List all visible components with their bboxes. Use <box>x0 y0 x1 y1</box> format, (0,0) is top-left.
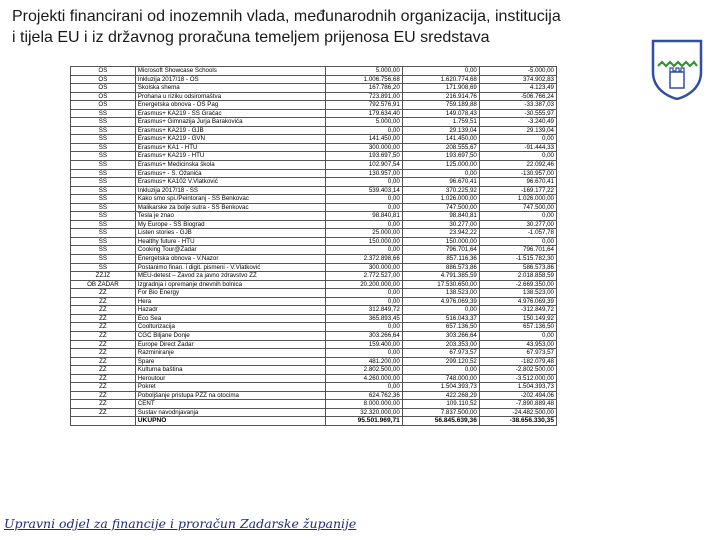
zadar-county-coat-of-arms-icon <box>650 38 704 100</box>
row-type-cell: ZŽ <box>71 306 136 315</box>
row-realized-cell: 30.277,00 <box>402 220 479 229</box>
row-planned-cell: 0,00 <box>325 220 402 229</box>
row-project-cell: Kulturna baština <box>135 366 325 375</box>
row-difference-cell: -5.000,00 <box>479 67 556 76</box>
row-realized-cell: 23.942,22 <box>402 229 479 238</box>
row-type-cell: ZŽ <box>71 383 136 392</box>
row-project-cell: Postanimo finan. i digit. pismeni - V.Vlatković <box>135 263 325 272</box>
row-project-cell: Izgradnja i opremanje dnevnih bolnica <box>135 280 325 289</box>
row-type-cell: ZŽ <box>71 400 136 409</box>
row-type-cell: SŠ <box>71 237 136 246</box>
table-row <box>71 84 557 93</box>
table-row <box>71 75 557 84</box>
row-planned-cell: 481.200,00 <box>325 357 402 366</box>
row-type-cell: SŠ <box>71 161 136 170</box>
row-type-cell: SŠ <box>71 169 136 178</box>
row-planned-cell: 8.000.000,00 <box>325 400 402 409</box>
row-realized-cell: 516.043,37 <box>402 314 479 323</box>
row-type-cell: SŠ <box>71 246 136 255</box>
row-difference-cell: 1.026.000,00 <box>479 195 556 204</box>
row-planned-cell: 0,00 <box>325 178 402 187</box>
row-planned-cell: 5.000,00 <box>325 67 402 76</box>
row-project-cell: Hazadr <box>135 306 325 315</box>
total-row-project-cell: UKUPNO <box>135 417 325 426</box>
row-project-cell: Cooking Tour@Zadar <box>135 246 325 255</box>
row-realized-cell: 96.670,41 <box>402 178 479 187</box>
table-row <box>71 314 557 323</box>
row-difference-cell: -130.957,00 <box>479 169 556 178</box>
table-row <box>71 280 557 289</box>
row-project-cell: MEU-detest – Zavod za javno zdravstvo ZŽ <box>135 272 325 281</box>
row-planned-cell: 5.000,00 <box>325 118 402 127</box>
row-planned-cell: 150.000,00 <box>325 237 402 246</box>
row-difference-cell: 586.573,86 <box>479 263 556 272</box>
row-realized-cell: 138.523,00 <box>402 289 479 298</box>
row-difference-cell: 4.123,49 <box>479 84 556 93</box>
row-project-cell: Heroutour <box>135 374 325 383</box>
row-type-cell: SŠ <box>71 109 136 118</box>
table-row <box>71 169 557 178</box>
table-row <box>71 374 557 383</box>
table-row <box>71 331 557 340</box>
table-row <box>71 203 557 212</box>
row-project-cell: Hera <box>135 297 325 306</box>
row-realized-cell: 857.116,36 <box>402 255 479 264</box>
row-realized-cell: 149.078,43 <box>402 109 479 118</box>
row-realized-cell: 0,00 <box>402 169 479 178</box>
row-realized-cell: 17.530.650,00 <box>402 280 479 289</box>
row-type-cell: SŠ <box>71 255 136 264</box>
row-planned-cell: 102.907,54 <box>325 161 402 170</box>
table-row <box>71 272 557 281</box>
title-line-1: Projekti financirani od inozemnih vlada, međunarodnih organizacija, institucija <box>12 8 561 25</box>
table-row <box>71 186 557 195</box>
row-realized-cell: 171.908,69 <box>402 84 479 93</box>
row-realized-cell: 1.620.774,68 <box>402 75 479 84</box>
row-planned-cell: 0,00 <box>325 383 402 392</box>
table-row <box>71 408 557 417</box>
row-realized-cell: 193.697,50 <box>402 152 479 161</box>
row-type-cell: OB ZADAR <box>71 280 136 289</box>
row-planned-cell: 2.372.898,66 <box>325 255 402 264</box>
row-project-cell: Prohana u riziku odsiromaštva <box>135 92 325 101</box>
row-type-cell: SŠ <box>71 195 136 204</box>
row-project-cell: Malikarske za bolje sutra - SŠ Benkovac <box>135 203 325 212</box>
row-realized-cell: 29.139,04 <box>402 126 479 135</box>
row-project-cell: Tesla je znao <box>135 212 325 221</box>
row-project-cell: Kako smo spi./Peintoranj - SŠ Benkovac <box>135 195 325 204</box>
row-planned-cell: 723.891,00 <box>325 92 402 101</box>
row-realized-cell: 0,00 <box>402 306 479 315</box>
row-planned-cell: 539.403,14 <box>325 186 402 195</box>
row-type-cell: SŠ <box>71 220 136 229</box>
row-type-cell: ZZJZ <box>71 272 136 281</box>
row-realized-cell: 125.000,00 <box>402 161 479 170</box>
row-planned-cell: 2.802.500,00 <box>325 366 402 375</box>
row-type-cell: ZŽ <box>71 331 136 340</box>
row-difference-cell: 0,00 <box>479 135 556 144</box>
row-realized-cell: 216.914,76 <box>402 92 479 101</box>
row-type-cell: ZŽ <box>71 340 136 349</box>
row-realized-cell: 67.973,57 <box>402 349 479 358</box>
row-difference-cell: 22.092,46 <box>479 161 556 170</box>
row-difference-cell: -91.444,33 <box>479 143 556 152</box>
table-row <box>71 118 557 127</box>
row-difference-cell: -2.669.350,00 <box>479 280 556 289</box>
row-difference-cell: -506.766,24 <box>479 92 556 101</box>
row-difference-cell: 29.139,04 <box>479 126 556 135</box>
row-difference-cell: 67.973,57 <box>479 349 556 358</box>
row-planned-cell: 4.260.000,00 <box>325 374 402 383</box>
table-row <box>71 366 557 375</box>
table-row <box>71 255 557 264</box>
table-row <box>71 391 557 400</box>
row-project-cell: For Bio Energy <box>135 289 325 298</box>
row-difference-cell: -2.802.500,00 <box>479 366 556 375</box>
row-difference-cell: 1.504.393,73 <box>479 383 556 392</box>
row-type-cell: SŠ <box>71 263 136 272</box>
row-project-cell: CGC Biljane Donje <box>135 331 325 340</box>
row-difference-cell: 30.277,00 <box>479 220 556 229</box>
row-planned-cell: 300.000,00 <box>325 143 402 152</box>
row-type-cell: SŠ <box>71 178 136 187</box>
row-type-cell: ZŽ <box>71 297 136 306</box>
row-planned-cell: 0,00 <box>325 349 402 358</box>
row-type-cell: SŠ <box>71 135 136 144</box>
row-type-cell: SŠ <box>71 186 136 195</box>
row-project-cell: Healthy future - HTU <box>135 237 325 246</box>
table-row <box>71 135 557 144</box>
row-difference-cell: 2.018.858,59 <box>479 272 556 281</box>
row-type-cell: ZŽ <box>71 357 136 366</box>
row-difference-cell: 747.500,00 <box>479 203 556 212</box>
row-project-cell: Inkluzija 2017/18 - OŠ <box>135 75 325 84</box>
row-type-cell: SŠ <box>71 126 136 135</box>
row-difference-cell: -182.079,48 <box>479 357 556 366</box>
table-row <box>71 349 557 358</box>
footer-department: Upravni odjel za financije i proračun Zadarske županije <box>4 516 357 531</box>
row-difference-cell: -1.515.782,30 <box>479 255 556 264</box>
row-difference-cell: 43.953,00 <box>479 340 556 349</box>
row-planned-cell: 25.000,00 <box>325 229 402 238</box>
total-row-planned-cell: 95.501.969,71 <box>325 417 402 426</box>
row-difference-cell: -33.387,03 <box>479 101 556 110</box>
row-planned-cell: 0,00 <box>325 195 402 204</box>
row-realized-cell: 208.555,67 <box>402 143 479 152</box>
table-row <box>71 357 557 366</box>
row-difference-cell: 138.523,00 <box>479 289 556 298</box>
row-planned-cell: 32.320.000,00 <box>325 408 402 417</box>
row-project-cell: Coolturizacija <box>135 323 325 332</box>
total-row <box>71 417 557 426</box>
row-difference-cell: 0,00 <box>479 212 556 221</box>
row-planned-cell: 365.893,45 <box>325 314 402 323</box>
row-type-cell: ZŽ <box>71 323 136 332</box>
row-type-cell: ZŽ <box>71 349 136 358</box>
row-realized-cell: 747.500,00 <box>402 203 479 212</box>
table-row <box>71 220 557 229</box>
table-row <box>71 101 557 110</box>
row-project-cell: Erasmus+ KA219 - GJB <box>135 126 325 135</box>
row-project-cell: Erasmus+ - S. Ožanića <box>135 169 325 178</box>
row-planned-cell: 1.006.756,68 <box>325 75 402 84</box>
row-project-cell: Europe Direct Zadar <box>135 340 325 349</box>
row-type-cell: OŠ <box>71 101 136 110</box>
table-row <box>71 109 557 118</box>
row-difference-cell: 0,00 <box>479 237 556 246</box>
row-planned-cell: 0,00 <box>325 297 402 306</box>
row-type-cell: ZŽ <box>71 408 136 417</box>
projects-table-wrapper <box>70 66 557 426</box>
table-row <box>71 143 557 152</box>
row-planned-cell: 0,00 <box>325 203 402 212</box>
row-project-cell: Inkluzija 2017/18 - SŠ <box>135 186 325 195</box>
row-planned-cell: 2.772.527,00 <box>325 272 402 281</box>
row-planned-cell: 179.634,40 <box>325 109 402 118</box>
row-difference-cell: 796.701,64 <box>479 246 556 255</box>
row-project-cell: Erasmus+ KA219 - GVN <box>135 135 325 144</box>
row-realized-cell: 422.268,29 <box>402 391 479 400</box>
projects-table <box>70 66 557 426</box>
row-project-cell: Školska shema <box>135 84 325 93</box>
row-difference-cell: -24.482.500,00 <box>479 408 556 417</box>
row-type-cell: OŠ <box>71 92 136 101</box>
row-planned-cell: 141.450,00 <box>325 135 402 144</box>
table-row <box>71 126 557 135</box>
row-realized-cell: 796.701,64 <box>402 246 479 255</box>
row-project-cell: Pokret <box>135 383 325 392</box>
page-title <box>12 6 652 48</box>
row-planned-cell: 0,00 <box>325 323 402 332</box>
row-project-cell: Spare <box>135 357 325 366</box>
row-realized-cell: 4.976.069,39 <box>402 297 479 306</box>
row-project-cell: Razminiranje <box>135 349 325 358</box>
table-row <box>71 92 557 101</box>
row-planned-cell: 20.200.000,00 <box>325 280 402 289</box>
row-planned-cell: 98.840,81 <box>325 212 402 221</box>
row-project-cell: Erasmus+ Gimnazija Jurja Barakovića <box>135 118 325 127</box>
row-project-cell: Poboljšanje pristupa PZZ na otocima <box>135 391 325 400</box>
row-realized-cell: 141.450,00 <box>402 135 479 144</box>
row-planned-cell: 792.576,91 <box>325 101 402 110</box>
row-difference-cell: -3.240,49 <box>479 118 556 127</box>
row-type-cell: SŠ <box>71 152 136 161</box>
row-project-cell: Erasmus+ KA1 - HTU <box>135 143 325 152</box>
row-project-cell: Sustav navodnjavanja <box>135 408 325 417</box>
table-row <box>71 178 557 187</box>
title-line-2: i tijela EU i iz državnog proračuna temeljem prijenosa EU sredstava <box>12 29 490 46</box>
table-row <box>71 195 557 204</box>
table-row <box>71 323 557 332</box>
row-difference-cell: -312.849,72 <box>479 306 556 315</box>
row-project-cell: Energetska obnova - V.Nazor <box>135 255 325 264</box>
row-difference-cell: -30.555,97 <box>479 109 556 118</box>
table-row <box>71 263 557 272</box>
table-row <box>71 67 557 76</box>
row-realized-cell: 1.504.393,73 <box>402 383 479 392</box>
row-realized-cell: 303.266,64 <box>402 331 479 340</box>
table-row <box>71 229 557 238</box>
row-type-cell: ZŽ <box>71 391 136 400</box>
row-type-cell: SŠ <box>71 203 136 212</box>
row-realized-cell: 1.759,51 <box>402 118 479 127</box>
row-difference-cell: 0,00 <box>479 331 556 340</box>
row-planned-cell: 130.957,00 <box>325 169 402 178</box>
row-realized-cell: 759.189,88 <box>402 101 479 110</box>
row-type-cell: SŠ <box>71 143 136 152</box>
row-realized-cell: 299.120,52 <box>402 357 479 366</box>
row-planned-cell: 303.266,64 <box>325 331 402 340</box>
row-difference-cell: -202.494,06 <box>479 391 556 400</box>
total-row-realized-cell: 56.845.639,36 <box>402 417 479 426</box>
table-row <box>71 246 557 255</box>
row-difference-cell: -7.890.889,48 <box>479 400 556 409</box>
row-realized-cell: 4.791.385,59 <box>402 272 479 281</box>
row-project-cell: Listen stories - GJB <box>135 229 325 238</box>
row-realized-cell: 1.026.000,00 <box>402 195 479 204</box>
row-realized-cell: 109.110,52 <box>402 400 479 409</box>
row-realized-cell: 7.837.500,00 <box>402 408 479 417</box>
row-planned-cell: 300.000,00 <box>325 263 402 272</box>
row-difference-cell: -3.512.000,00 <box>479 374 556 383</box>
row-planned-cell: 159.400,00 <box>325 340 402 349</box>
row-realized-cell: 0,00 <box>402 366 479 375</box>
total-row-difference-cell: -38.656.330,35 <box>479 417 556 426</box>
row-difference-cell: 4.976.069,39 <box>479 297 556 306</box>
row-planned-cell: 167.786,20 <box>325 84 402 93</box>
row-project-cell: Microsoft Showcase Schools <box>135 67 325 76</box>
row-planned-cell: 0,00 <box>325 246 402 255</box>
row-type-cell: ZŽ <box>71 366 136 375</box>
table-row <box>71 383 557 392</box>
row-realized-cell: 886.573,86 <box>402 263 479 272</box>
row-realized-cell: 98.840,81 <box>402 212 479 221</box>
row-project-cell: Erasmus+ KA219 - HTU <box>135 152 325 161</box>
row-realized-cell: 748.000,00 <box>402 374 479 383</box>
row-project-cell: Erasmus+ KA219 - SŠ Gračac <box>135 109 325 118</box>
row-type-cell: OŠ <box>71 67 136 76</box>
row-type-cell: OŠ <box>71 84 136 93</box>
table-row <box>71 212 557 221</box>
table-row <box>71 340 557 349</box>
table-row <box>71 161 557 170</box>
row-project-cell: Eco Sea <box>135 314 325 323</box>
row-planned-cell: 0,00 <box>325 126 402 135</box>
row-type-cell: ZŽ <box>71 289 136 298</box>
row-difference-cell: 0,00 <box>479 152 556 161</box>
total-row-type-cell <box>71 417 136 426</box>
row-planned-cell: 193.697,50 <box>325 152 402 161</box>
row-type-cell: SŠ <box>71 229 136 238</box>
row-type-cell: SŠ <box>71 118 136 127</box>
row-project-cell: My Europe - SŠ Biograd <box>135 220 325 229</box>
row-project-cell: Erasmus+ KA102 V.Vlatković <box>135 178 325 187</box>
row-project-cell: CENT <box>135 400 325 409</box>
row-type-cell: SŠ <box>71 212 136 221</box>
row-type-cell: ZŽ <box>71 374 136 383</box>
row-difference-cell: 150.149,92 <box>479 314 556 323</box>
row-difference-cell: -1.057,78 <box>479 229 556 238</box>
table-row <box>71 152 557 161</box>
row-difference-cell: 657.136,50 <box>479 323 556 332</box>
row-realized-cell: 370.225,92 <box>402 186 479 195</box>
row-project-cell: Energetska obnova - OŠ Pag <box>135 101 325 110</box>
row-planned-cell: 0,00 <box>325 289 402 298</box>
row-difference-cell: -169.177,22 <box>479 186 556 195</box>
row-realized-cell: 657.136,50 <box>402 323 479 332</box>
row-difference-cell: 96.670,41 <box>479 178 556 187</box>
row-realized-cell: 0,00 <box>402 67 479 76</box>
row-realized-cell: 150.000,00 <box>402 237 479 246</box>
row-planned-cell: 312.849,72 <box>325 306 402 315</box>
table-row <box>71 297 557 306</box>
row-type-cell: OŠ <box>71 75 136 84</box>
table-row <box>71 400 557 409</box>
row-realized-cell: 203.353,00 <box>402 340 479 349</box>
row-type-cell: ZŽ <box>71 314 136 323</box>
row-project-cell: Erasmus+ Medicinska škola <box>135 161 325 170</box>
table-row <box>71 289 557 298</box>
row-difference-cell: 374.902,83 <box>479 75 556 84</box>
table-row <box>71 306 557 315</box>
row-planned-cell: 624.762,36 <box>325 391 402 400</box>
table-row <box>71 237 557 246</box>
